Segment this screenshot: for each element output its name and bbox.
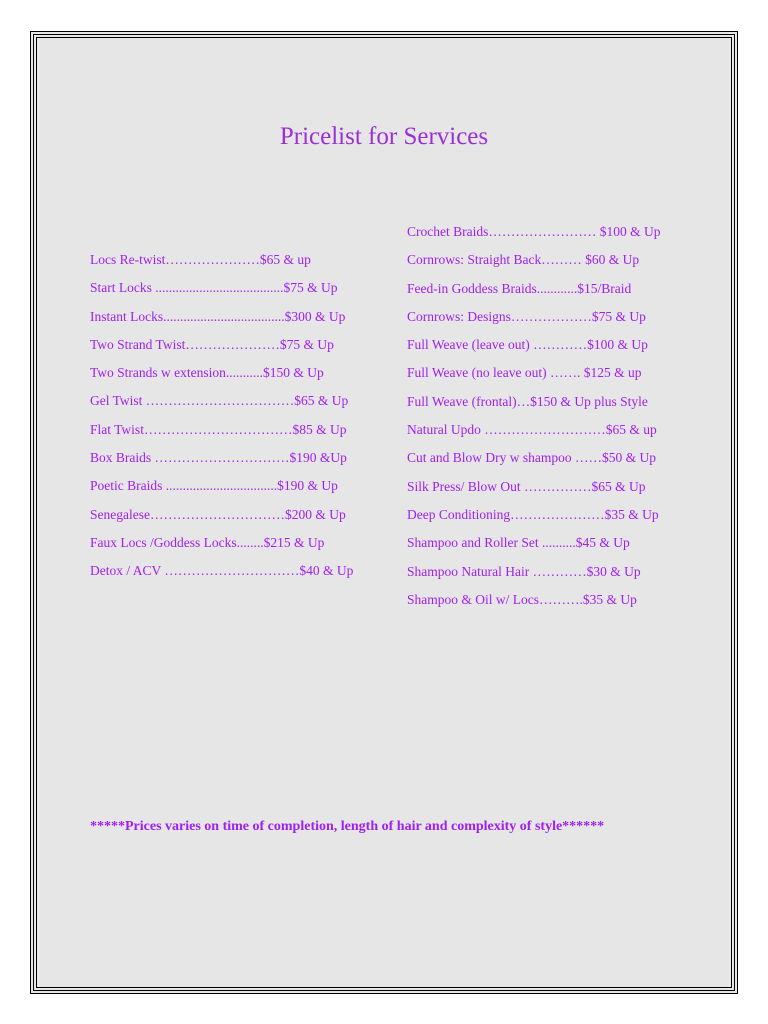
price-item: Shampoo and Roller Set ..........$45 & Up bbox=[407, 535, 630, 551]
price-item: Cut and Blow Dry w shampoo ……$50 & Up bbox=[407, 450, 656, 466]
price-item: Feed-in Goddess Braids............$15/Braid bbox=[407, 280, 632, 296]
price-item: Two Strand Twist…………………$75 & Up bbox=[90, 336, 334, 352]
price-item: Crochet Braids…………………… $100 & Up bbox=[407, 224, 661, 239]
price-item: Flat Twist……………………………$85 & Up bbox=[90, 421, 347, 437]
price-item: Locs Re-twist…………………$65 & up bbox=[90, 252, 311, 267]
price-item: Full Weave (frontal)…$150 & Up plus Style bbox=[407, 393, 648, 409]
price-item: Natural Updo ………………………$65 & up bbox=[407, 422, 657, 438]
price-item: Shampoo Natural Hair …………$30 & Up bbox=[407, 563, 641, 579]
page-title: Pricelist for Services bbox=[279, 123, 489, 150]
price-item: Full Weave (leave out) …………$100 & Up bbox=[407, 337, 648, 353]
price-item: Full Weave (no leave out) ……. $125 & up bbox=[407, 365, 642, 381]
price-item: Detox / ACV …………………………$40 & Up bbox=[90, 563, 354, 579]
price-item: Silk Press/ Blow Out ……………$65 & Up bbox=[407, 478, 646, 494]
price-item: Gel Twist ……………………………$65 & Up bbox=[90, 393, 349, 409]
price-item: Cornrows: Designs………………$75 & Up bbox=[407, 308, 646, 324]
price-item: Senegalese…………………………$200 & Up bbox=[90, 506, 346, 522]
price-item: Shampoo & Oil w/ Locs……….$35 & Up bbox=[407, 591, 637, 607]
price-item: Cornrows: Straight Back……… $60 & Up bbox=[407, 252, 640, 268]
price-item: Deep Conditioning…………………$35 & Up bbox=[407, 506, 659, 522]
pricing-footnote: *****Prices varies on time of completion, length of hair and complexity of style****** bbox=[90, 819, 605, 834]
price-item: Instant Locks....................................$300 & Up bbox=[90, 308, 346, 324]
price-item: Two Strands w extension...........$150 & Up bbox=[90, 365, 324, 381]
price-item: Poetic Braids .................................$190 & Up bbox=[90, 478, 338, 494]
right-price-column bbox=[407, 223, 660, 619]
price-item: Box Braids …………………………$190 &Up bbox=[90, 450, 347, 466]
left-price-column bbox=[90, 251, 353, 591]
price-item: Faux Locs /Goddess Locks........$215 & Up bbox=[90, 534, 325, 550]
price-item: Start Locks ......................................$75 & Up bbox=[90, 280, 338, 296]
document-page bbox=[30, 31, 738, 994]
